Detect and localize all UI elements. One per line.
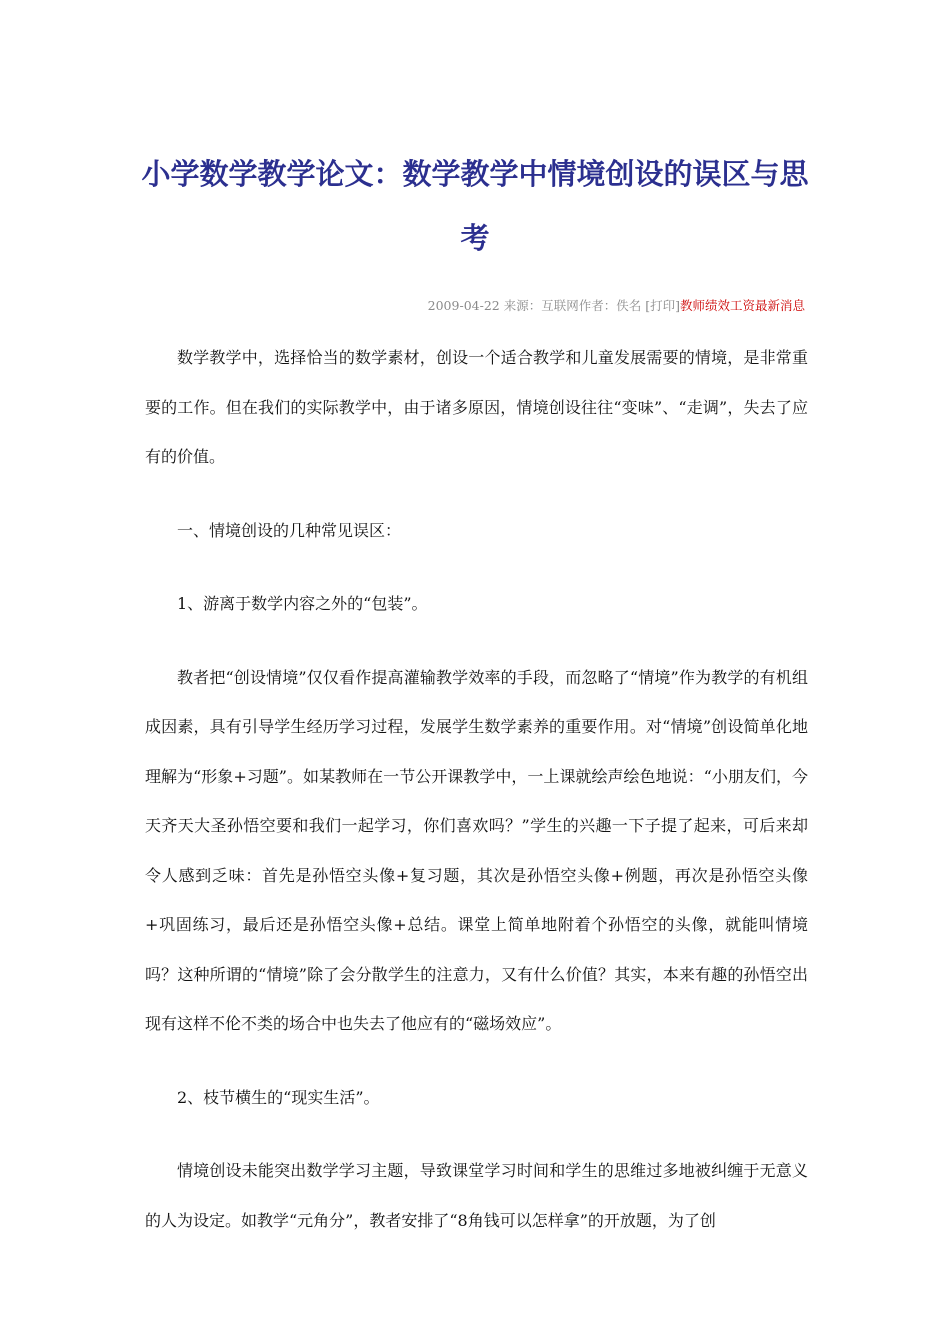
source-author: 来源：互联网作者：佚名 xyxy=(503,298,642,313)
article-meta xyxy=(428,296,805,314)
subsection-heading-2: 2、枝节横生的“现实生活”。 xyxy=(177,1087,380,1107)
paragraph-intro: 数学教学中，选择恰当的数学素材，创设一个适合教学和儿童发展需要的情境，是非常重要的工作。但在我们的实际教学中，由于诸多原因，情境创设往往“变味”、“走调”，失去了应有的价值。 xyxy=(145,348,808,466)
paragraph-1: 教者把“创设情境”仅仅看作提高灌输教学效率的手段，而忽略了“情境”作为教学的有机组成因素，具有引导学生经历学习过程，发展学生数学素养的重要作用。对“情境”创设简单化地理解为“形象+习题”。如某教师在一节公开课教学中，一上课就绘声绘色地说：“小朋友们，今天齐天大圣孙悟空要和我们一起学习，你们喜欢吗？”学生的兴趣一下子提了起来，可后来却令人感到乏味：首先是孙悟空头像+复习题，其次是孙悟空头像+例题，再次是孙悟空头像+巩固练习，最后还是孙悟空头像+总结。课堂上简单地附着个孙悟空的头像，就能叫情境吗？这种所谓的“情境”除了会分散学生的注意力，又有什么价值？其实，本来有趣的孙悟空出现有这样不伦不类的场合中也失去了他应有的“磁场效应”。 xyxy=(145,667,808,1033)
print-link[interactable]: [打印] xyxy=(645,298,680,313)
article-title: 小学数学教学论文：数学教学中情境创设的误区与思考 xyxy=(141,157,809,255)
paragraph-2: 情境创设未能突出数学学习主题，导致课堂学习时间和学生的思维过多地被纠缠于无意义的人为设定。如教学“元角分”，教者安排了“8角钱可以怎样拿”的开放题，为了创 xyxy=(145,1161,808,1230)
article-body xyxy=(145,333,808,1269)
publish-date: 2009-04-22 xyxy=(427,298,500,313)
section-heading: 一、情境创设的几种常见误区： xyxy=(177,520,402,540)
subsection-heading-1: 1、游离于数学内容之外的“包装”。 xyxy=(177,594,428,613)
related-news-link[interactable]: 教师绩效工资最新消息 xyxy=(679,298,805,313)
